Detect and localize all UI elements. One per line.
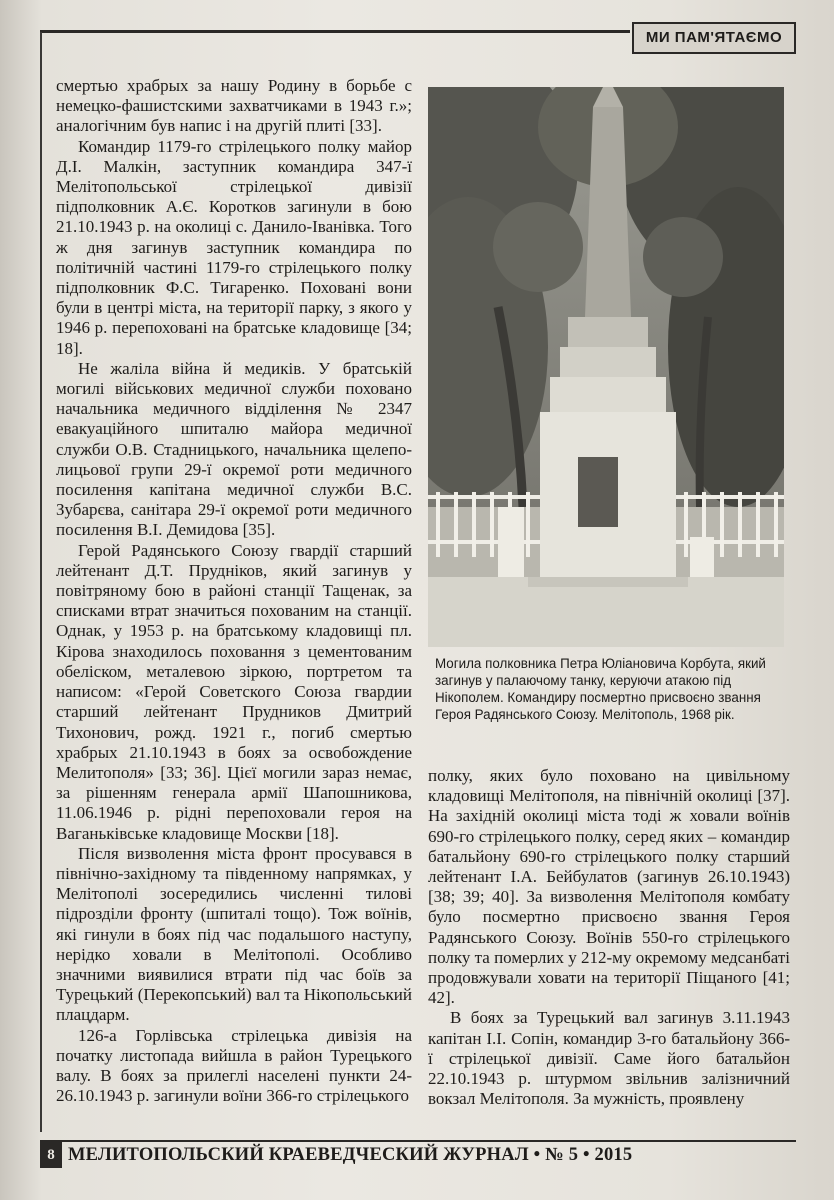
photo-caption <box>435 655 785 723</box>
left-column <box>56 76 412 1106</box>
journal-title: МЕЛИТОПОЛЬСКИЙ КРАЕВЕДЧЕСКИЙ ЖУРНАЛ • № 5 • 2015 <box>68 1145 633 1165</box>
paragraph: полку, яких було поховано на цивільному кладовищі Мелітополя, на північній околиці [37]. На західній околиці міста тоді ж ховали воїнів 690-го стрілецького полку, серед яких – командир батальйону 690-го стрілецького полку старший лейтенант І.А. Бейбулатов (загинув 26.10.1943) [38; 39; 40]. За визволення Мелітополя комбату було посмертно присвоєно звання Героя Радянського Союзу. Воїнів 550-го стрілецького полку та померлих у 212-му окремому медсанбаті продовжували ховати на території Піщаного [41; 42]. <box>428 766 790 1008</box>
page-number: 8 <box>40 1142 62 1168</box>
paragraph: В боях за Турецький вал загинув 3.11.1943 капітан І.І. Сопін, командир 3-го батальйону 366-ї стрілецької дивізії. Саме його батальйон 22.10.1943 р. штурмом звільнив залізничний вокзал Мелітополя. За мужність, проявлену <box>428 1008 790 1109</box>
paragraph: Після визволення міста фронт просувався в північно-західному та південному напрямках, у Мелітополі зосередились численні тилові підрозділи фронту (шпиталі тощо). Тож воїнів, які гинули в боях під час подальшого наступу, нерідко ховали в Мелітополі. Особливо значними виявилися втрати під час боїв за Турецький (Перекопський) вал та Нікопольський плацдарм. <box>56 843 412 1025</box>
paragraph: Не жаліла війна й медиків. У братській могилі військових медичної служби поховано начальника медичного відділення № 2347 евакуаційного шпиталю майора медичної служби О.В. Стадницького, начальника щелепо-лицьової групи 29-ї окремої роти медичного посилення капітана медичної служби В.С. Зубарєва, санітара 29-ї окремої роти медичного посилення В.І. Демидова [35]. <box>56 358 412 540</box>
header-rule <box>40 30 630 33</box>
section-tag: МИ ПАМ'ЯТАЄМО <box>632 22 796 54</box>
paragraph: Командир 1179-го стрілецького полку майор Д.І. Малкін, заступник командира 347-ї Мелітопольської стрілецької дивізії підполковник А.Є. Коротков загинули в бою 21.10.1943 р. на околиці с. Данило-Іванівка. Того ж дня загинув заступник командира по політичній частині 1179-го стрілецького полку підполковник Ф.С. Тигаренко. Поховані вони були в центрі міста, на території парку, з якого у 1946 р. перепоховані на братське кладовище [34; 18]. <box>56 136 412 358</box>
caption-text: Могила полковника Петра Юліановича Корбута, який загинув у палаючому танку, керуючи атакою під Нікополем. Командиру посмертно присвоєно звання Героя Радянського Союзу. Мелітополь, 1968 рік. <box>435 656 766 722</box>
paragraph: смертью храбрых за нашу Родину в борьбе с немецко-фашистскими захватчиками в 1943 г.»; аналогічним був напис і на другій плиті [33]. <box>56 76 412 136</box>
memorial-photo <box>428 87 784 647</box>
paragraph: 126-а Горлівська стрілецька дивізія на початку листопада вийшла в район Турецького валу. В боях за прилеглі населені пункти 24-26.10.1943 р. загинули воїни 366-го стрілецького <box>56 1025 412 1106</box>
footer-rule <box>40 1140 796 1142</box>
margin-rule <box>40 32 42 1132</box>
paragraph: Герой Радянського Союзу гвардії старший лейтенант Д.Т. Прудніков, який загинув у повітряному бою в районі станції Тащенак, за списками втрат значиться похованим на станції. Однак, у 1953 р. на братському кладовищі пл. Кірова знаходилось поховання з цементованим обеліском, металевою зіркою, портретом та написом: «Герой Советского Союза гвардии старший лейтенант Прудников Дмитрий Тихонович, рожд. 1921 г., погиб смертью храбрых 21.10.1943 в боях за освобождение Мелитополя» [33; 36]. Цієї могили зараз немає, за рішенням генерала армії Шапошникова, 11.06.1946 р. рідні перепоховали героя на Ваганьківське кладовище Москви [18]. <box>56 540 412 843</box>
right-column <box>428 766 790 1109</box>
